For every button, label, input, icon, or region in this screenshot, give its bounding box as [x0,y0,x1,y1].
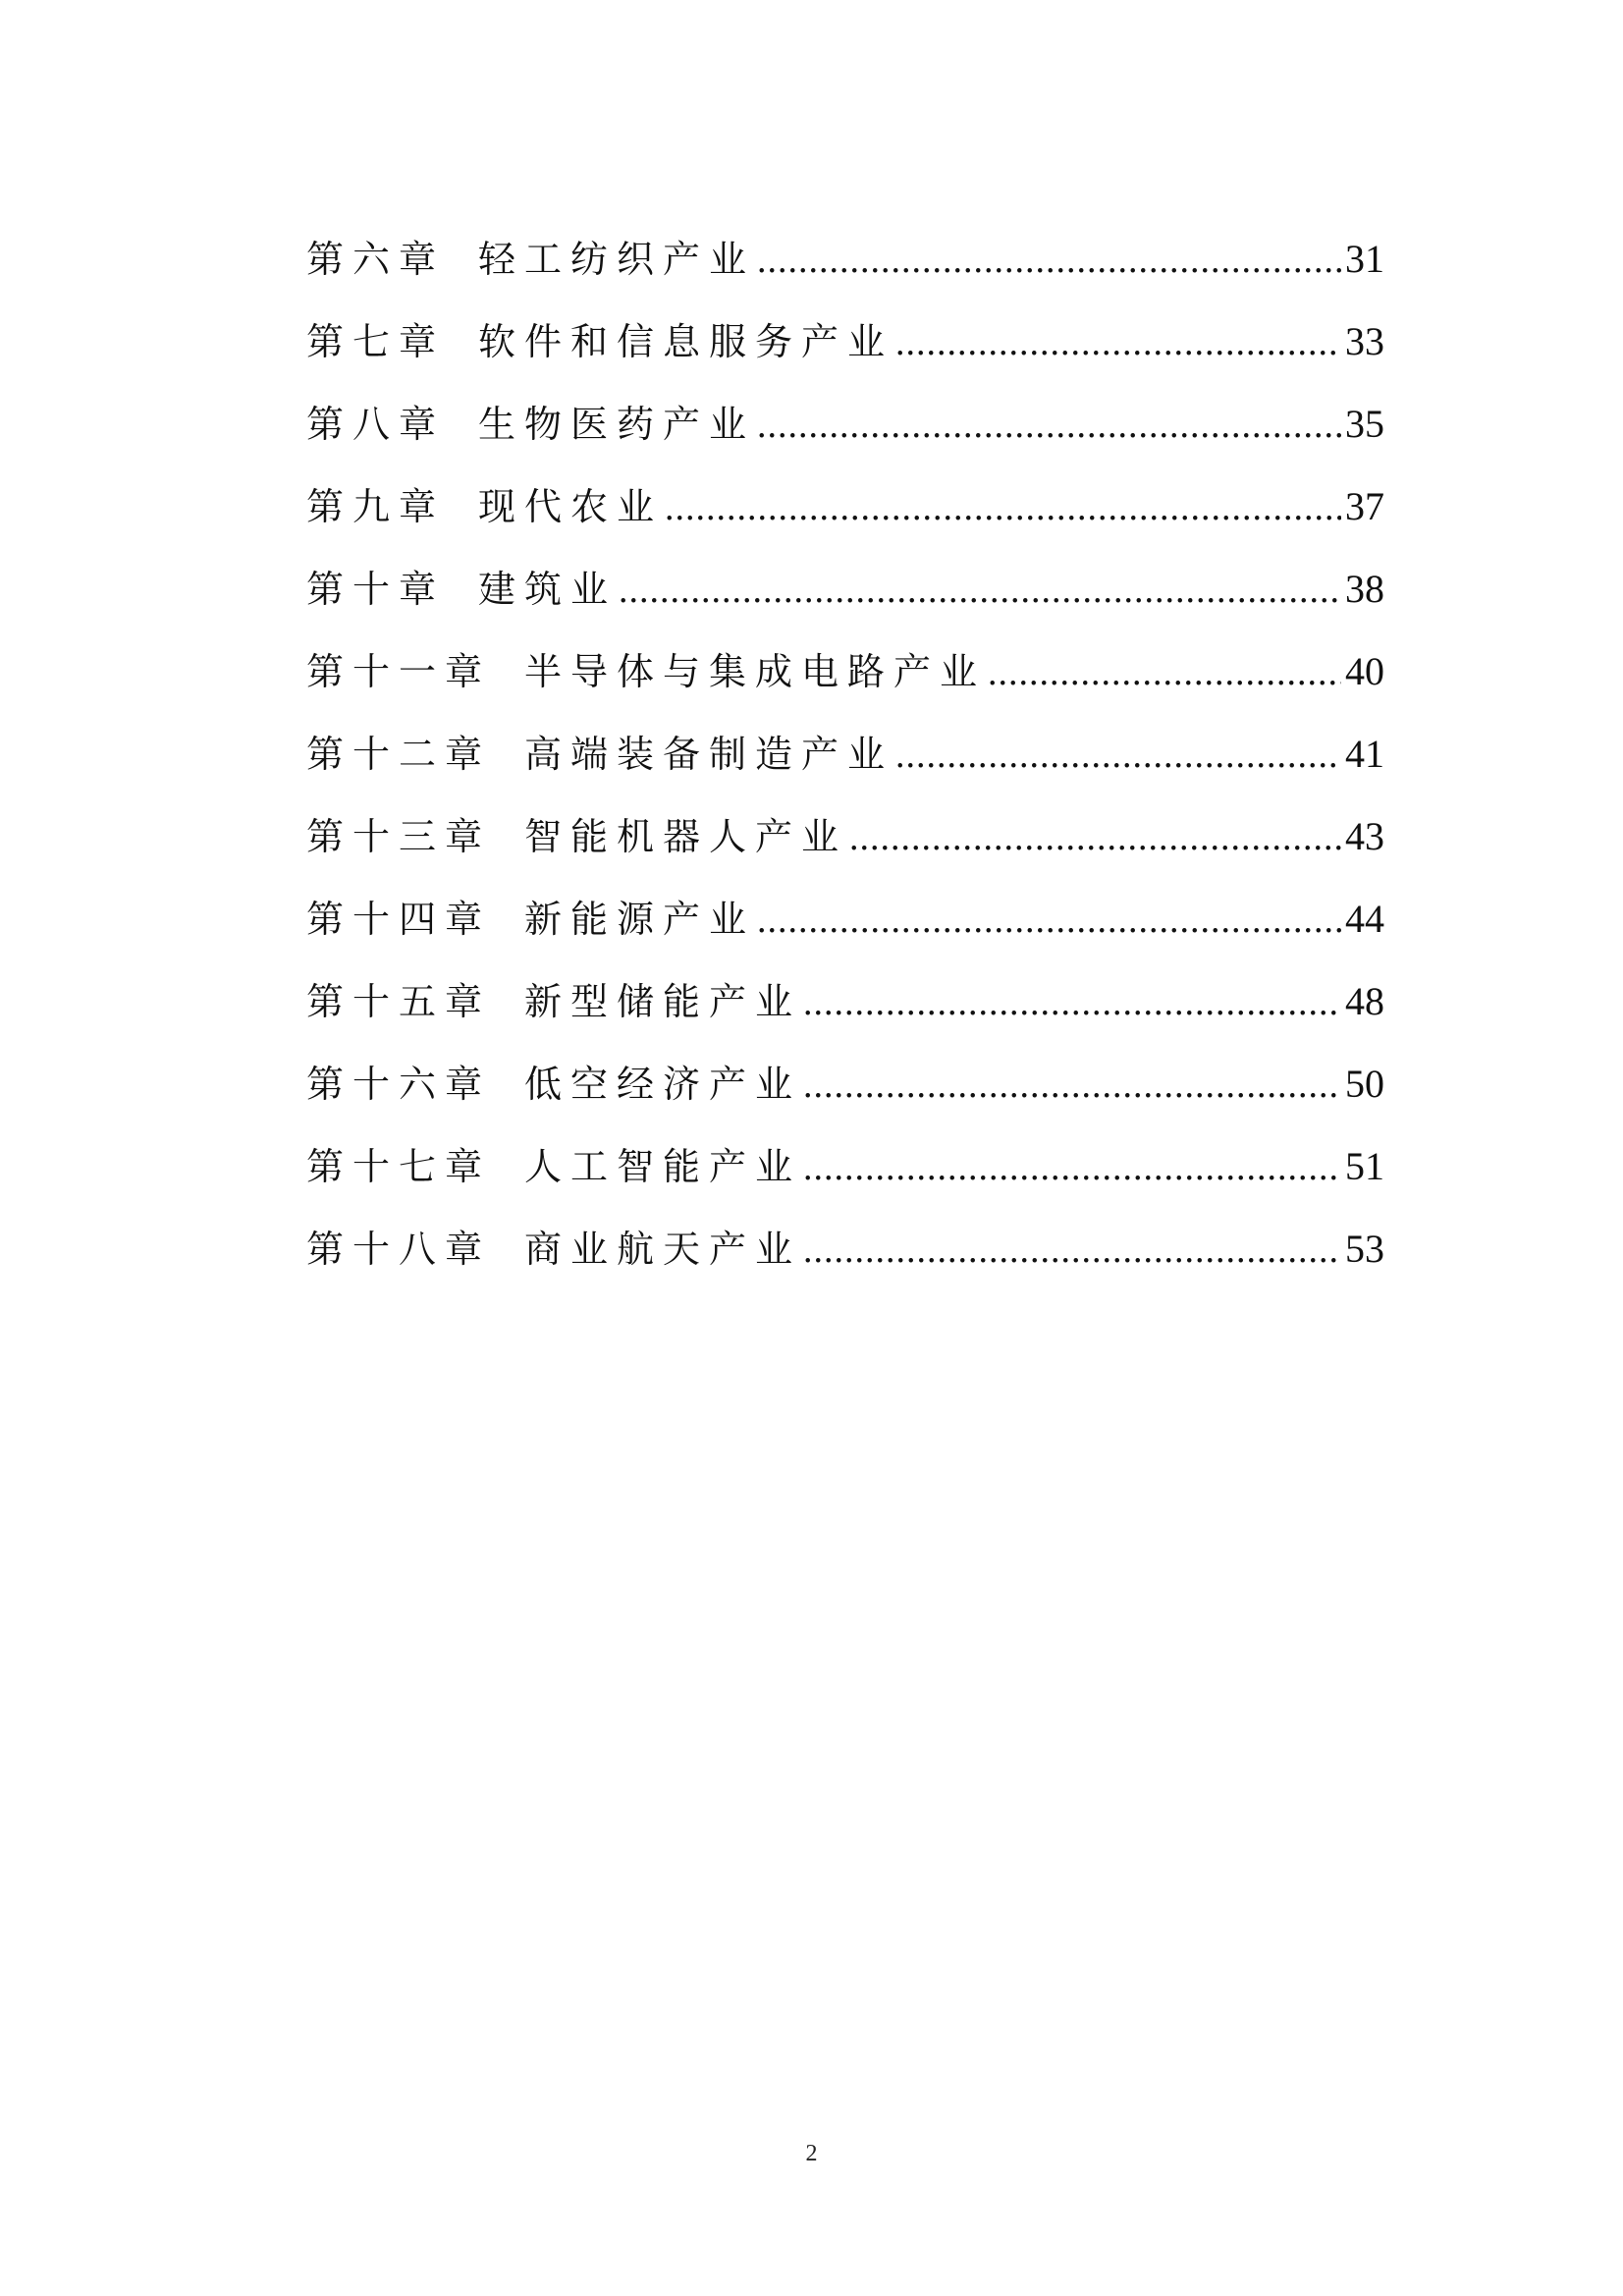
toc-entry[interactable] [306,1043,1384,1125]
chapter-title: 商业航天产业 [524,1228,802,1271]
page-reference: 41 [1345,732,1384,776]
chapter-title: 半导体与集成电路产业 [524,650,987,693]
page-reference: 35 [1345,402,1384,446]
dot-leader [988,631,1341,714]
page-reference: 37 [1345,484,1384,528]
dot-leader [757,219,1341,301]
chapter-number: 第十七章 [306,1145,492,1188]
toc-entry[interactable] [306,383,1384,465]
chapter-title: 现代农业 [478,485,664,528]
chapter-number: 第十一章 [306,650,492,693]
toc-entry[interactable] [306,301,1384,383]
chapter-title: 高端装备制造产业 [524,733,894,776]
chapter-title: 轻工纺织产业 [478,238,756,281]
toc-entry[interactable] [306,630,1384,713]
page-reference: 48 [1345,979,1384,1023]
page-reference: 44 [1345,897,1384,941]
toc-entry[interactable] [306,960,1384,1043]
dot-leader [803,1209,1341,1291]
toc-entry[interactable] [306,465,1384,548]
dot-leader [665,466,1341,549]
dot-leader [803,1044,1341,1126]
dot-leader [619,549,1341,631]
chapter-title: 软件和信息服务产业 [478,320,894,363]
page-reference: 53 [1345,1227,1384,1271]
page-reference: 43 [1345,814,1384,858]
chapter-title: 建筑业 [478,568,618,611]
page-reference: 51 [1345,1144,1384,1188]
chapter-number: 第十八章 [306,1228,492,1271]
chapter-title: 人工智能产业 [524,1145,802,1188]
dot-leader [757,384,1341,466]
page-number-footer: 2 [805,2141,818,2166]
toc-entry[interactable] [306,713,1384,795]
page-reference: 38 [1345,567,1384,611]
chapter-number: 第十二章 [306,733,492,776]
dot-leader [803,1126,1341,1209]
toc-entry[interactable] [306,548,1384,630]
chapter-number: 第十四章 [306,898,492,941]
chapter-number: 第十五章 [306,980,492,1023]
dot-leader [849,796,1341,879]
page-reference: 50 [1345,1062,1384,1106]
chapter-number: 第九章 [306,485,446,528]
chapter-title: 智能机器人产业 [524,815,848,858]
chapter-number: 第七章 [306,320,446,363]
dot-leader [895,714,1341,796]
toc-entry[interactable] [306,1125,1384,1208]
toc-entry[interactable] [306,795,1384,878]
chapter-number: 第十三章 [306,815,492,858]
chapter-title: 新能源产业 [524,898,756,941]
chapter-title: 低空经济产业 [524,1063,802,1106]
chapter-title: 新型储能产业 [524,980,802,1023]
dot-leader [803,961,1341,1044]
table-of-contents [306,218,1384,1290]
dot-leader [895,301,1341,384]
page-reference: 33 [1345,319,1384,363]
dot-leader [757,879,1341,961]
toc-entry[interactable] [306,218,1384,301]
chapter-number: 第十六章 [306,1063,492,1106]
toc-entry[interactable] [306,1208,1384,1290]
chapter-number: 第八章 [306,403,446,446]
page-reference: 31 [1345,237,1384,281]
chapter-title: 生物医药产业 [478,403,756,446]
chapter-number: 第六章 [306,238,446,281]
page-reference: 40 [1345,649,1384,693]
toc-entry[interactable] [306,878,1384,960]
chapter-number: 第十章 [306,568,446,611]
